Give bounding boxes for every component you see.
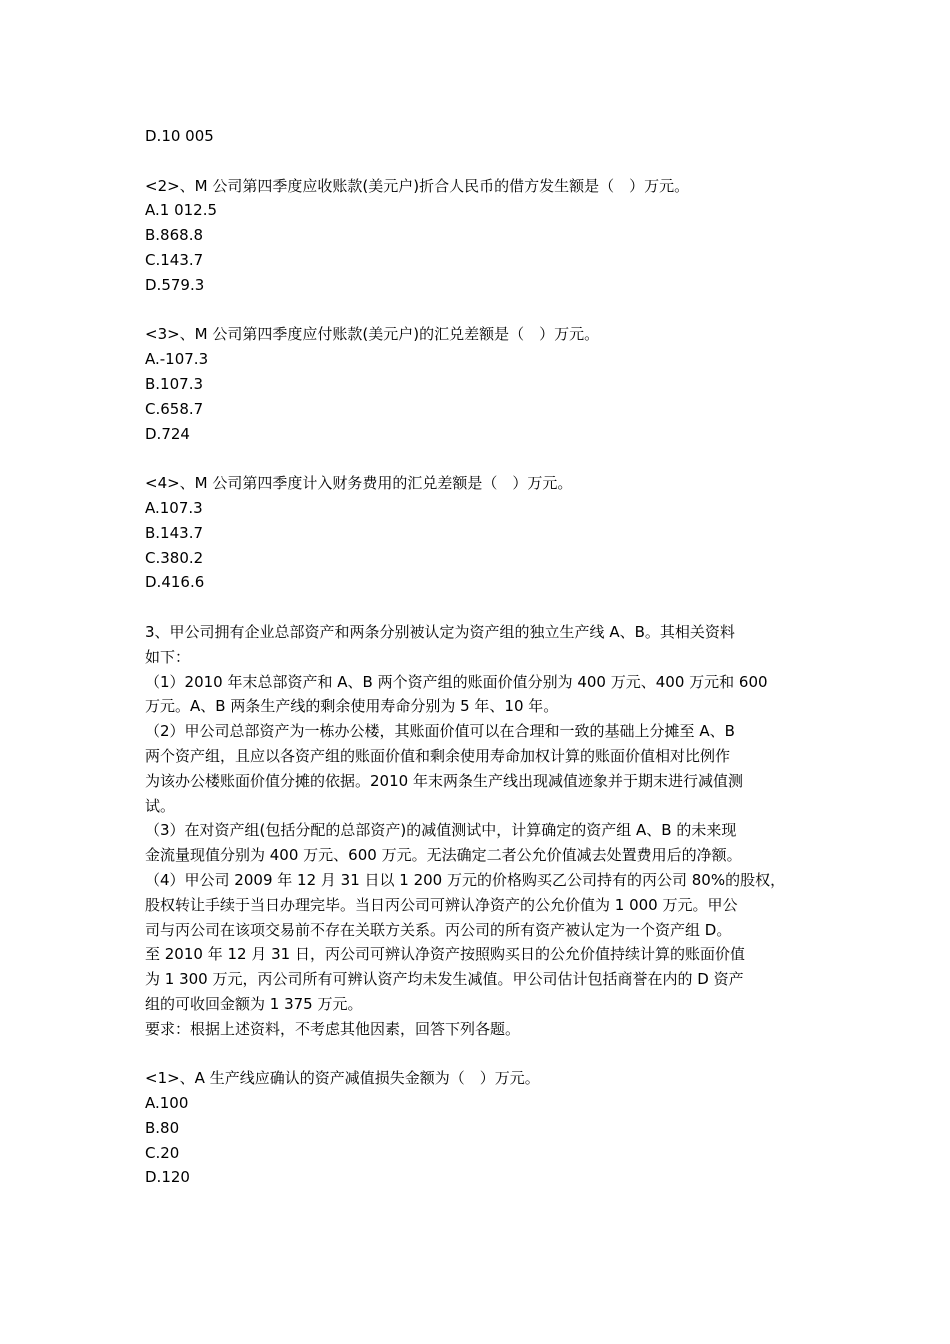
paragraph-line: 万元。A、B 两条生产线的剩余使用寿命分别为 5 年、10 年。 [145, 697, 559, 716]
paragraph-line: 试。 [145, 796, 176, 815]
answer-option: A.100 [145, 1094, 189, 1113]
paragraph-line: 至 2010 年 12 月 31 日，丙公司可辨认净资产按照购买日的公允价值持续计算的账面价值 [145, 945, 745, 964]
blank-line [145, 595, 815, 620]
answer-option: D.579.3 [145, 275, 205, 294]
answer-option: D.120 [145, 1168, 190, 1187]
blank-line [145, 446, 815, 471]
blank-line [145, 149, 815, 174]
question-stem: <2>、M 公司第四季度应收账款(美元户)折合人民币的借方发生额是（ ）万元。 [145, 176, 690, 195]
answer-option: D.416.6 [145, 573, 205, 592]
answer-option: A.1 012.5 [145, 201, 218, 220]
answer-option: D.724 [145, 424, 190, 443]
paragraph-line: 组的可收回金额为 1 375 万元。 [145, 994, 363, 1013]
paragraph-line: （3）在对资产组(包括分配的总部资产)的减值测试中，计算确定的资产组 A、B 的未来现 [145, 821, 737, 840]
paragraph-line: 为 1 300 万元，丙公司所有可辨认资产均未发生减值。甲公司估计包括商誉在内的 D 资产 [145, 970, 744, 989]
answer-option: C.380.2 [145, 548, 204, 567]
paragraph-line: 两个资产组，且应以各资产组的账面价值和剩余使用寿命加权计算的账面价值相对比例作 [145, 746, 731, 765]
blank-line [145, 298, 815, 323]
answer-option: C.20 [145, 1143, 180, 1162]
paragraph-line: 股权转让手续于当日办理完毕。当日丙公司可辨认净资产的公允价值为 1 000 万元。甲公 [145, 895, 738, 914]
answer-option: C.143.7 [145, 250, 204, 269]
answer-option: A.107.3 [145, 498, 203, 517]
paragraph-line: 金流量现值分别为 400 万元、600 万元。无法确定二者公允价值减去处置费用后的净额。 [145, 846, 742, 865]
paragraph-line: （1）2010 年末总部资产和 A、B 两个资产组的账面价值分别为 400 万元、400 万元和 600 [145, 672, 768, 691]
answer-option: D.10 005 [145, 127, 214, 145]
answer-option: C.658.7 [145, 399, 204, 418]
paragraph-line: 要求：根据上述资料，不考虑其他因素，回答下列各题。 [145, 1019, 521, 1038]
paragraph-line: （2）甲公司总部资产为一栋办公楼，其账面价值可以在合理和一致的基础上分摊至 A、B [145, 722, 735, 741]
paragraph-line: 如下： [145, 647, 191, 666]
answer-option: B.868.8 [145, 226, 204, 245]
question-stem: <4>、M 公司第四季度计入财务费用的汇兑差额是（ ）万元。 [145, 474, 573, 493]
question-stem: <1>、A 生产线应确认的资产减值损失金额为（ ）万元。 [145, 1069, 540, 1088]
paragraph-line: 为该办公楼账面价值分摊的依据。2010 年末两条生产线出现减值迹象并于期末进行减值测 [145, 771, 743, 790]
answer-option: B.80 [145, 1118, 180, 1137]
question-stem: <3>、M 公司第四季度应付账款(美元户)的汇兑差额是（ ）万元。 [145, 325, 600, 344]
answer-option: A.-107.3 [145, 350, 209, 369]
paragraph-line: （4）甲公司 2009 年 12 月 31 日以 1 200 万元的价格购买乙公司持有的丙公司 80%的股权， [145, 870, 786, 889]
document-page [145, 124, 815, 1190]
paragraph-line: 3、甲公司拥有企业总部资产和两条分别被认定为资产组的独立生产线 A、B。其相关资料 [145, 622, 735, 641]
answer-option: B.143.7 [145, 523, 204, 542]
paragraph-line: 司与丙公司在该项交易前不存在关联方关系。丙公司的所有资产被认定为一个资产组 D。 [145, 920, 732, 939]
blank-line [145, 1041, 815, 1066]
answer-option: B.107.3 [145, 374, 204, 393]
